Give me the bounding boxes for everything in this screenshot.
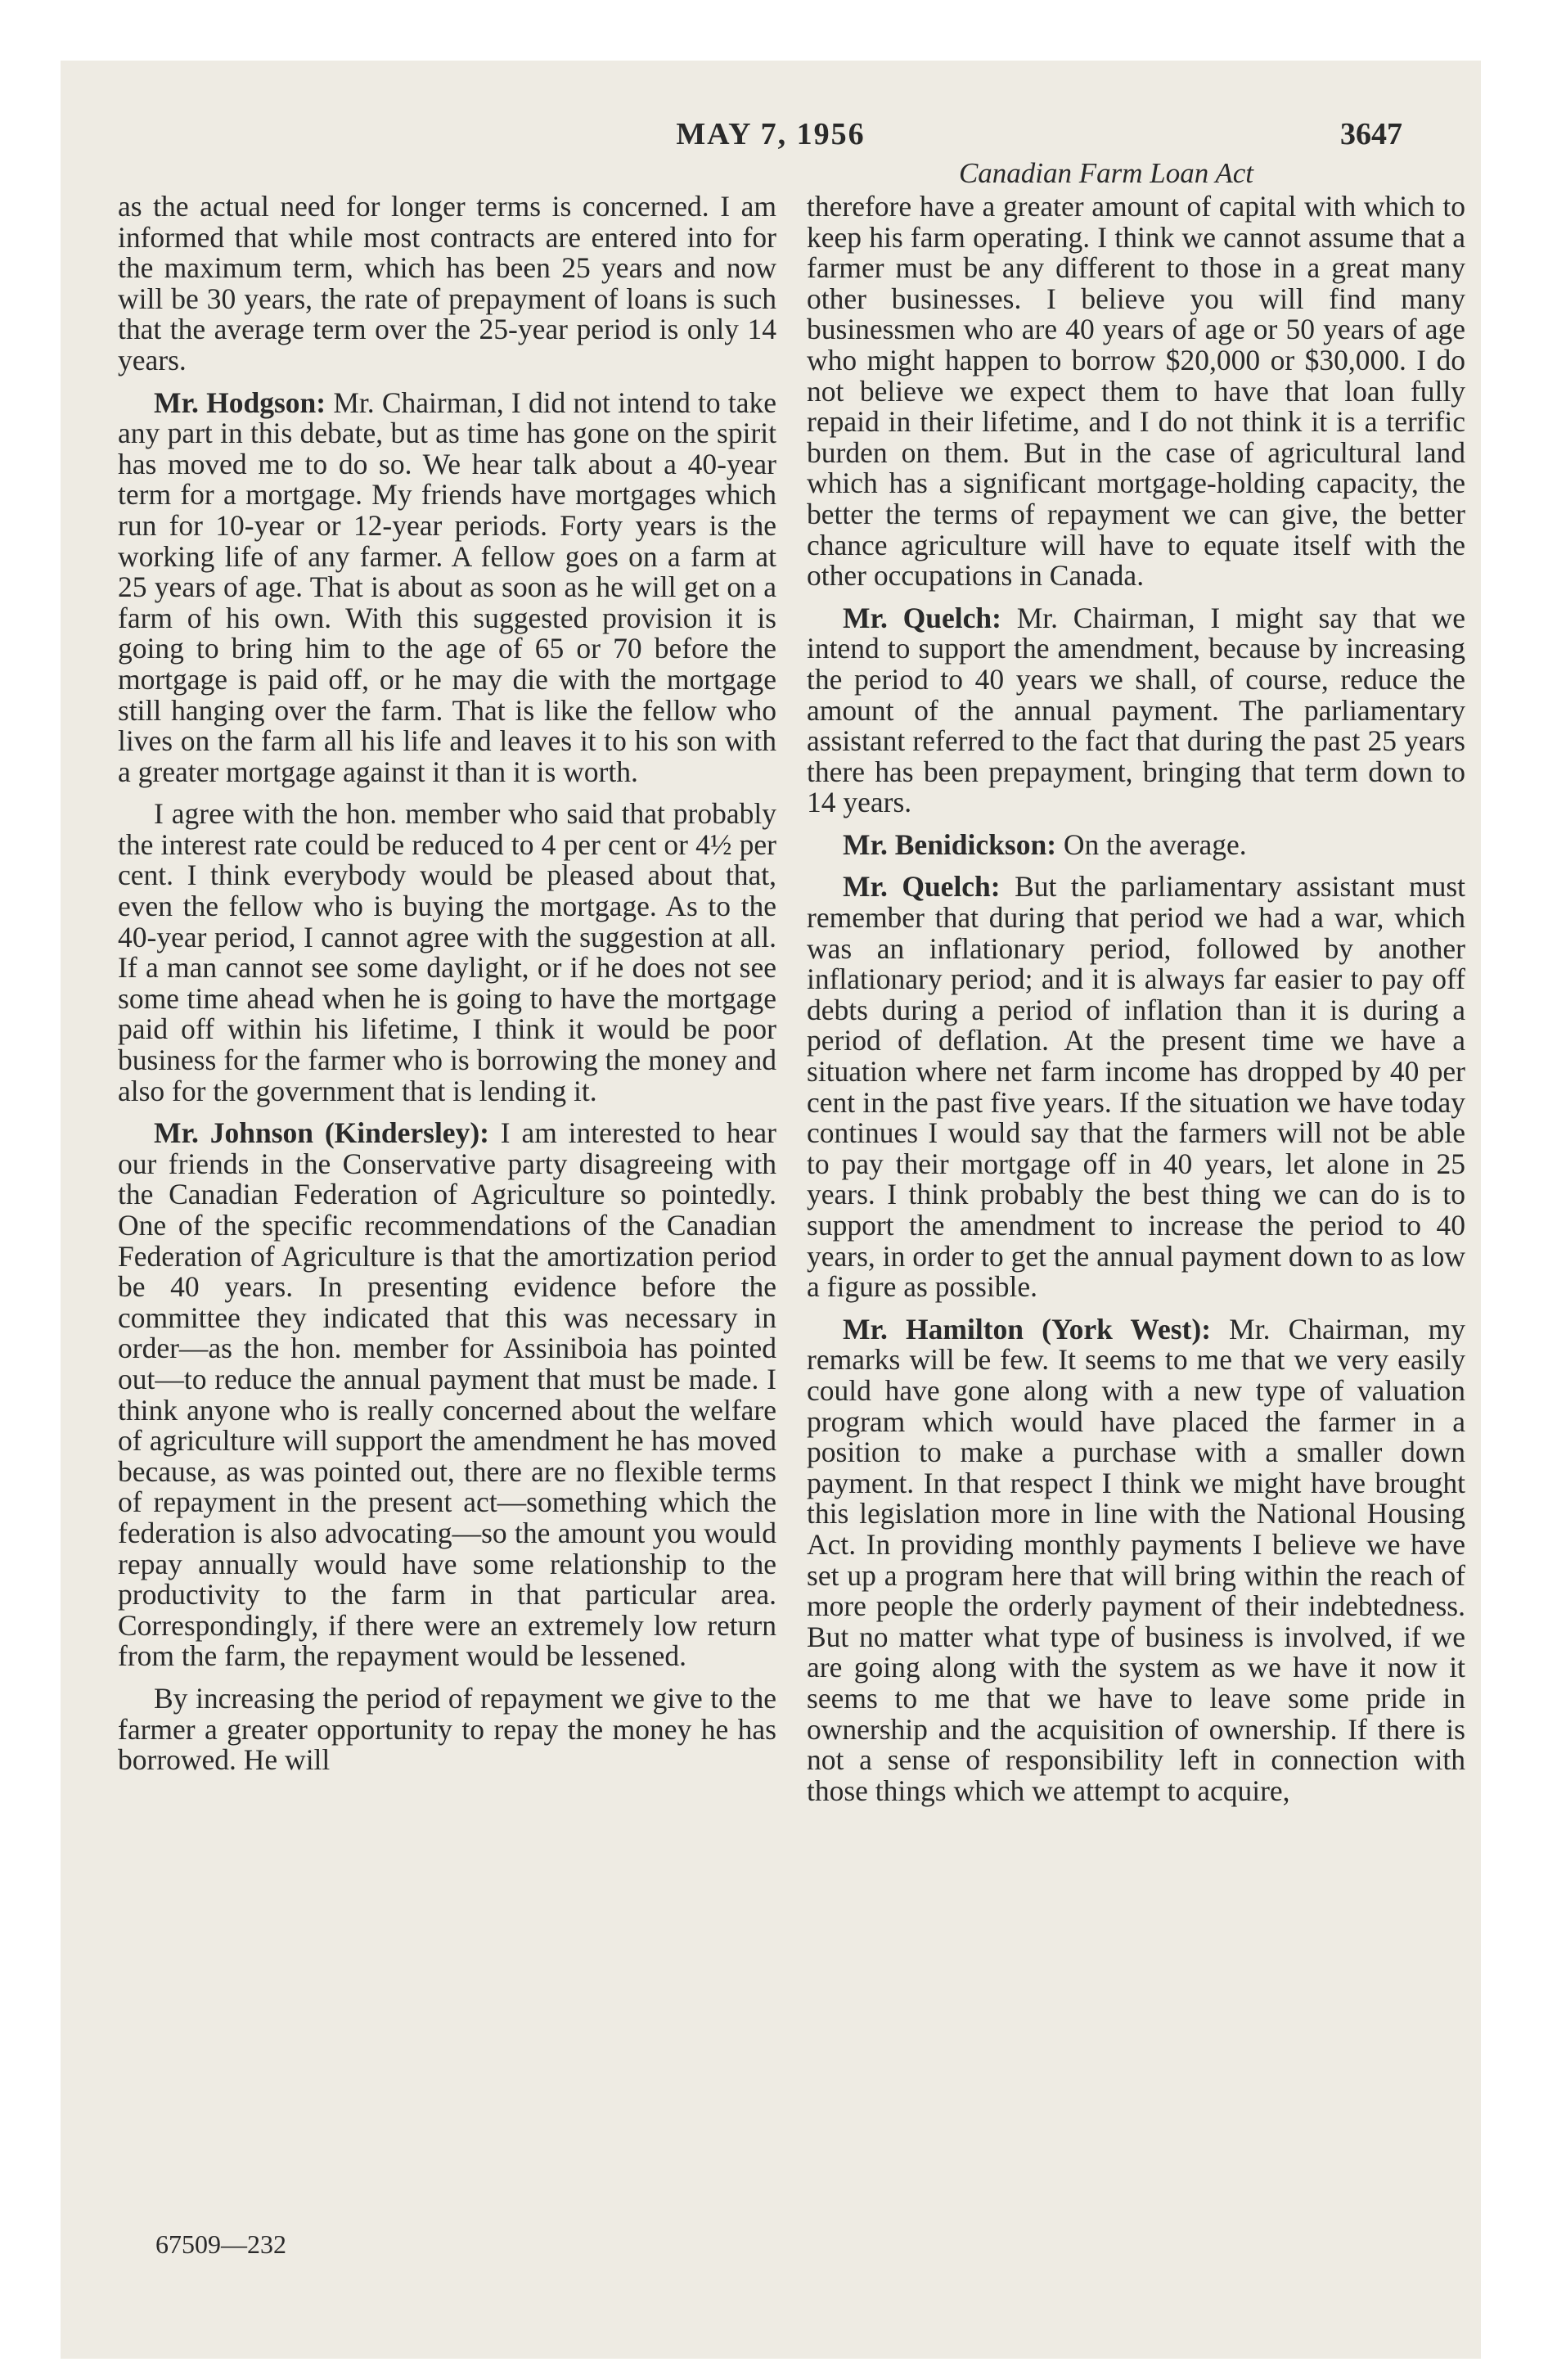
footer-code: 67509—232 [155, 2229, 286, 2259]
paragraph-text: But the parliamentary assistant must remember that during that period we had a war, which was an inflationary period, followed by another inflationary period; and it is always far easier to pay off debts during a period of inflation than it is during a period of deflation. At the present time we have a situation where net farm income has dropped by 40 per cent in the past five years. If the situation we have today continues I would say that the farmers will not be able to pay their mortgage off in 40 years, let alone in 25 years. I think probably the best thing we can do is to support the amendment to increase the period to 40 years, in order to get the annual payment down to as low a figure as possible. [807, 870, 1466, 1304]
paragraph-text: Mr. Chairman, I might say that we intend to support the amendment, because by increasing the period to 40 years we shall, of course, reduce the amount of the annual payment. The parliamentary assistant referred to the fact that during the past 25 years there has been prepayment, bringing that term down to 14 years. [807, 601, 1466, 819]
paragraph [118, 192, 776, 376]
header-date: MAY 7, 1956 [676, 117, 866, 151]
paragraph-text: I agree with the hon. member who said that probably the interest rate could be reduced to 4 per cent or 4½ per cent. I think everybody would be pleased about that, even the fellow who is buying the mortgage. As to the 40-year period, I cannot agree with the suggestion at all. If a man cannot see some daylight, or if he does not see some time ahead when he is going to have the mortgage paid off within his lifetime, I think it would be poor business for the farmer who is borrowing the money and also for the government that is lending it. [118, 797, 776, 1107]
paragraph-text: Mr. Chairman, I did not intend to take any part in this debate, but as time has gone on the spirit has moved me to do so. We hear talk about a 40-year term for a mortgage. My friends have mortgages which run for 10-year or 12-year periods. Forty years is the working life of any farmer. A fellow goes on a farm at 25 years of age. That is about as soon as he will get on a farm of his own. With this suggested provision it is going to bring him to the age of 65 or 70 before the mortgage is paid off, or he may die with the mortgage still hanging over the farm. That is like the fellow who lives on the farm all his life and leaves it to his son with a greater mortgage against it than it is worth. [118, 385, 777, 788]
paragraph-text: therefore have a greater amount of capital with which to keep his farm operating. I think we cannot assume that a farmer must be any different to those in a great many other businesses. I believe you will find many businessmen who are 40 years of age or 50 years of age who might happen to borrow $20,000 or $30,000. I do not believe we expect them to have that loan fully repaid in their lifetime, and I do not think it is a terrific burden on them. But in the case of agricultural land which has a significant mortgage-holding capacity, the better the terms of repayment we can give, the better chance agriculture will have to equate itself with the other occupations in Canada. [807, 190, 1465, 593]
speaker-name: Mr. Johnson (Kindersley): [154, 1116, 489, 1150]
paragraph [118, 385, 777, 788]
paragraph [118, 1118, 776, 1672]
paragraph-text: I am interested to hear our friends in the Conservative party disagreeing with the Canadian Federation of Agriculture so pointedly. One of the specific recommendations of the Canadian Federation of Agriculture is that the amortization period be 40 years. In presenting evidence before the committee they indicated that this was necessary in order—as the hon. member for Assiniboia has pointed out—to reduce the annual payment that must be made. I think anyone who is really concerned about the welfare of agriculture will support the amendment he has moved because, as was pointed out, there are no flexible terms of repayment in the present act—something which the federation is also advocating—so the amount you would repay annually would have some relationship to the productivity to the farm in that particular area. Correspondingly, if there were an extremely low return from the farm, the repayment would be lessened. [118, 1116, 776, 1673]
paragraph [118, 799, 776, 1107]
speaker-name: Mr. Quelch: [843, 601, 1001, 634]
running-title: Canadian Farm Loan Act [958, 157, 1254, 189]
speaker-name: Mr. Hodgson: [154, 385, 326, 419]
left-column [118, 192, 776, 1787]
speaker-name: Mr. Benidickson: [843, 827, 1057, 861]
document-page [61, 61, 1481, 2359]
paragraph-text: Mr. Chairman, my remarks will be few. It seems to me that we very easily could have gone along with a new type of valuation program which would have placed the farmer in a position to make a purchase with a smaller down payment. In that respect I think we might have brought this legislation more in line with the National Housing Act. In providing monthly payments I believe we have set up a program here that will bring within the reach of more people the orderly payment of their indebtedness. But no matter what type of business is involved, if we are going along with the system as we have it now it seems to me that we have to leave some pride in ownership and the acquisition of ownership. If there is not a sense of responsibility left in connection with those things which we attempt to acquire, [807, 1312, 1465, 1807]
paragraph [807, 603, 1465, 818]
paragraph-text: On the average. [1063, 827, 1247, 861]
speaker-name: Mr. Hamilton (York West): [843, 1312, 1212, 1346]
paragraph [807, 872, 1465, 1302]
page-number: 3647 [1340, 117, 1402, 151]
paragraph-text: as the actual need for longer terms is concerned. I am informed that while most contracts are entered into for the maximum term, which has been 25 years and now will be 30 years, the rate of prepayment of loans is such that the average term over the 25-year period is only 14 years. [118, 190, 776, 376]
paragraph [807, 1314, 1465, 1807]
speaker-name: Mr. Quelch: [843, 870, 1001, 904]
paragraph [118, 1681, 776, 1777]
paragraph-text: By increasing the period of repayment we give to the farmer a greater opportunity to repay the money he has borrowed. He will [118, 1681, 776, 1777]
paragraph [807, 192, 1465, 592]
paragraph [807, 827, 1465, 861]
right-column [807, 192, 1465, 1818]
